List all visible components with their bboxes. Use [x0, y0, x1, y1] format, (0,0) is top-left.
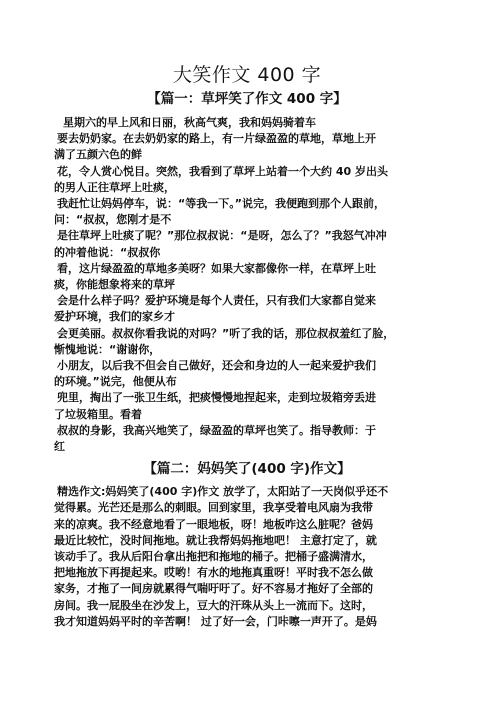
section-2-body [54, 484, 440, 630]
text-line: 星期六的早上风和日丽，秋高气爽，我和妈妈骑着车 [63, 116, 316, 129]
text-line: 看，这片绿盈盈的草地多美呀？如果大家都像你一样，在草坪上吐 [57, 261, 376, 275]
text-line: 家务，才拖了一间房就累得气喘吁吁了。好不容易才拖好了全部的 [54, 582, 373, 596]
text-line: 的男人正往草坪上吐痰， [54, 180, 175, 194]
document-title: 大笑作文 400 字 [172, 64, 322, 86]
text-line: 会是什么样子吗？爱护环境是每个人责任，只有我们大家都自觉来 [57, 294, 376, 308]
text-line: 惭愧地说：“谢谢你， [54, 342, 161, 356]
text-line: 叔叔的身影，我高兴地笑了，绿盈盈的草坪也笑了。指导教师：于 [57, 423, 376, 437]
text-line: 是往草坪上吐痰了呢？”那位叔叔说：“是呀，怎么了？”我怒气冲冲 [57, 229, 387, 243]
text-line: 把地拖放下再提起来。哎哟！有水的地拖真重呀！平时我不怎么做 [54, 566, 373, 580]
text-line: 会更美丽。叔叔你看我说的对吗？”听了我的话，那位叔叔羞红了脸， [57, 326, 395, 340]
text-line: 要去奶奶家。在去奶奶家的路上，有一片绿盈盈的草地，草地上开 [57, 132, 376, 146]
section-1-body [54, 115, 440, 455]
section-heading-2: 【篇二：妈妈笑了(400 字)作文】 [143, 461, 351, 478]
text-line: 问：“叔叔，您刚才是不 [54, 213, 172, 227]
text-line: 红 [54, 440, 65, 454]
text-line: 最近比较忙，没时间拖地。就让我帮妈妈拖地吧！ 主意打定了，就 [54, 533, 377, 547]
text-line: 我赶忙让妈妈停车，说：“等我一下。”说完，我便跑到那个人跟前， [57, 197, 385, 211]
text-line: 小朋友，以后我不但会自己做好，还会和身边的人一起来爱护我们 [57, 359, 376, 373]
text-line: 觉得累。光芒还是那么的刺眼。回到家里，我享受着电风扇为我带 [54, 501, 373, 515]
text-line: 兜里，掏出了一张卫生纸，把痰慢慢地捏起来，走到垃圾箱旁丢进 [57, 391, 376, 405]
text-line: 了垃圾箱里。看着 [54, 407, 142, 421]
text-line: 我才知道妈妈平时的辛苦啊！ 过了好一会，门咔嚓一声开了。是妈 [54, 614, 377, 628]
text-line: 花，令人赏心悦目。突然，我看到了草坪上站着一个大约 40 岁出头 [57, 164, 388, 178]
text-line: 精选作文:妈妈笑了(400 字)作文 放学了，太阳站了一天岗似乎还不 [57, 485, 389, 499]
text-line: 满了五颜六色的鲜 [54, 148, 142, 162]
text-line: 来的凉爽。我不经意地看了一眼地板，呀！地板咋这么脏呢？爸妈 [54, 517, 373, 531]
text-line: 的环境。”说完，他便从布 [54, 375, 177, 389]
text-line: 痰，你能想象将来的草坪 [54, 278, 175, 292]
text-line: 该动手了。我从后阳台拿出拖把和拖地的桶子。把桶子盛满清水， [54, 550, 373, 564]
text-line: 的冲着他说：“叔叔你 [54, 245, 161, 259]
text-line: 房间。我一屁股坐在沙发上，豆大的汗珠从头上一流而下。这时， [54, 598, 373, 612]
text-line: 爱护环境，我们的家乡才 [54, 310, 175, 324]
section-heading-1: 【篇一：草坪笑了作文 400 字】 [147, 91, 347, 107]
